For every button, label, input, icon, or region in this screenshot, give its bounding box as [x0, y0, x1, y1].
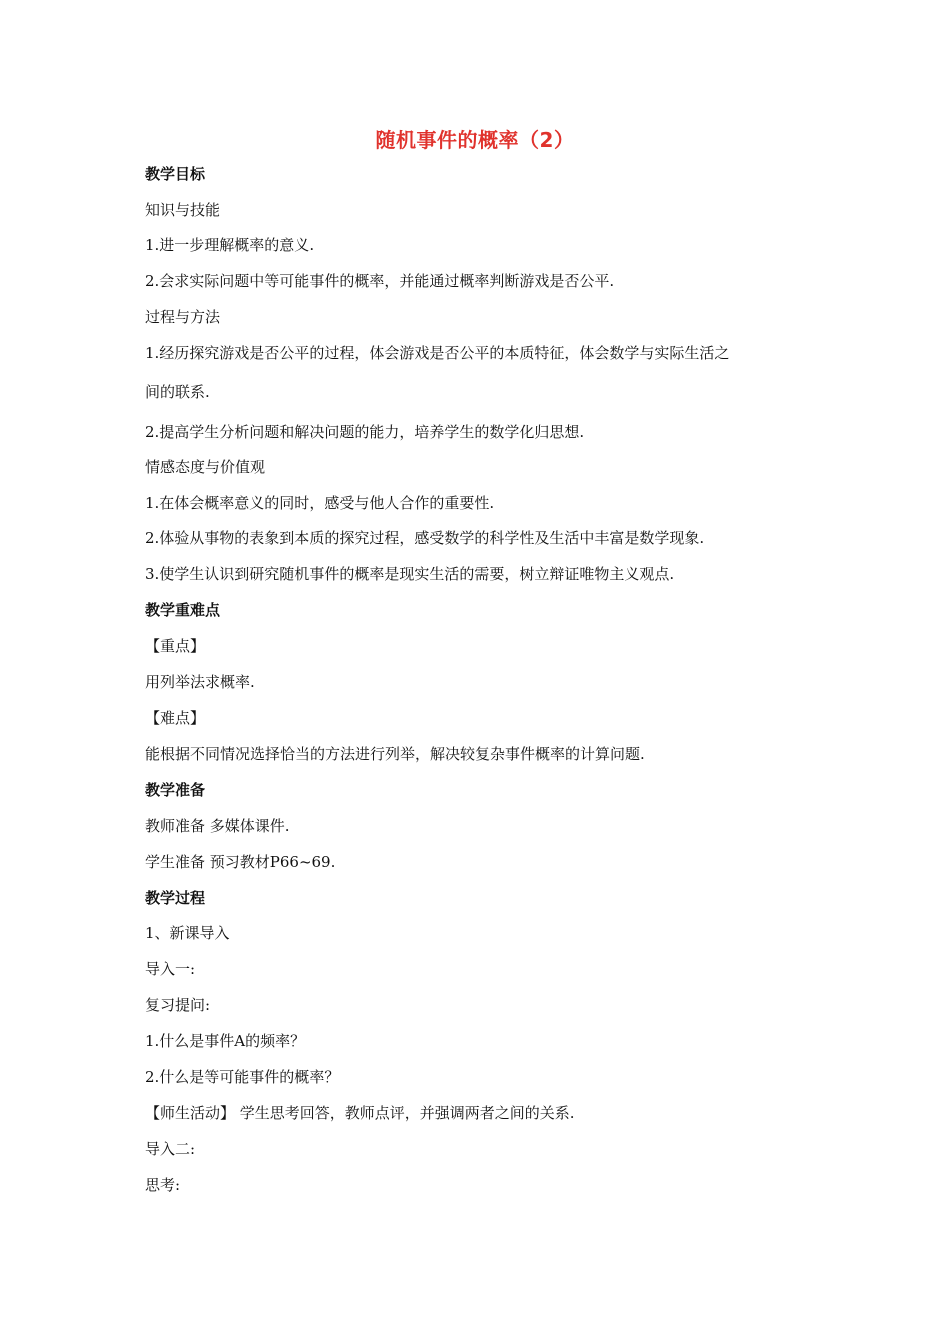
- text-line: 教师准备 多媒体课件.: [145, 817, 290, 835]
- text-line: 情感态度与价值观: [145, 458, 266, 476]
- text-line: 【难点】: [145, 709, 206, 727]
- text-line: 3.使学生认识到研究随机事件的概率是现实生活的需要，树立辩证唯物主义观点.: [145, 565, 675, 583]
- text-line: 1.在体会概率意义的同时，感受与他人合作的重要性.: [145, 494, 495, 512]
- text-line: 知识与技能: [145, 201, 221, 219]
- text-line: 学生准备 预习教材P66~69.: [145, 853, 336, 871]
- text-line: 1.进一步理解概率的意义.: [145, 236, 315, 254]
- section-heading: 教学过程: [145, 889, 206, 907]
- text-line: 间的联系.: [145, 383, 210, 401]
- text-line: 导入二:: [145, 1140, 196, 1158]
- text-line: 2.体验从事物的表象到本质的探究过程，感受数学的科学性及生活中丰富是数学现象.: [145, 529, 705, 547]
- text-line: 【重点】: [145, 637, 206, 655]
- section-heading: 教学重难点: [145, 601, 221, 619]
- text-line: 能根据不同情况选择恰当的方法进行列举，解决较复杂事件概率的计算问题.: [145, 745, 645, 763]
- section-heading: 教学目标: [145, 165, 206, 183]
- text-line: 2.什么是等可能事件的概率？: [145, 1068, 340, 1086]
- text-line: 1.什么是事件A的频率？: [145, 1032, 306, 1050]
- text-line: 导入一:: [145, 960, 196, 978]
- document-title: 随机事件的概率（2）: [375, 128, 575, 152]
- text-line: 1.经历探究游戏是否公平的过程，体会游戏是否公平的本质特征，体会数学与实际生活之: [145, 344, 730, 362]
- text-line: 用列举法求概率.: [145, 673, 255, 691]
- text-line: 2.提高学生分析问题和解决问题的能力，培养学生的数学化归思想.: [145, 423, 585, 441]
- text-line: 【师生活动】 学生思考回答，教师点评，并强调两者之间的关系.: [145, 1104, 575, 1122]
- section-heading: 教学准备: [145, 781, 206, 799]
- text-line: 2.会求实际问题中等可能事件的概率，并能通过概率判断游戏是否公平.: [145, 272, 615, 290]
- text-line: 过程与方法: [145, 308, 221, 326]
- text-line: 复习提问:: [145, 996, 211, 1014]
- text-line: 思考:: [145, 1176, 181, 1194]
- text-line: 1、新课导入: [145, 924, 230, 942]
